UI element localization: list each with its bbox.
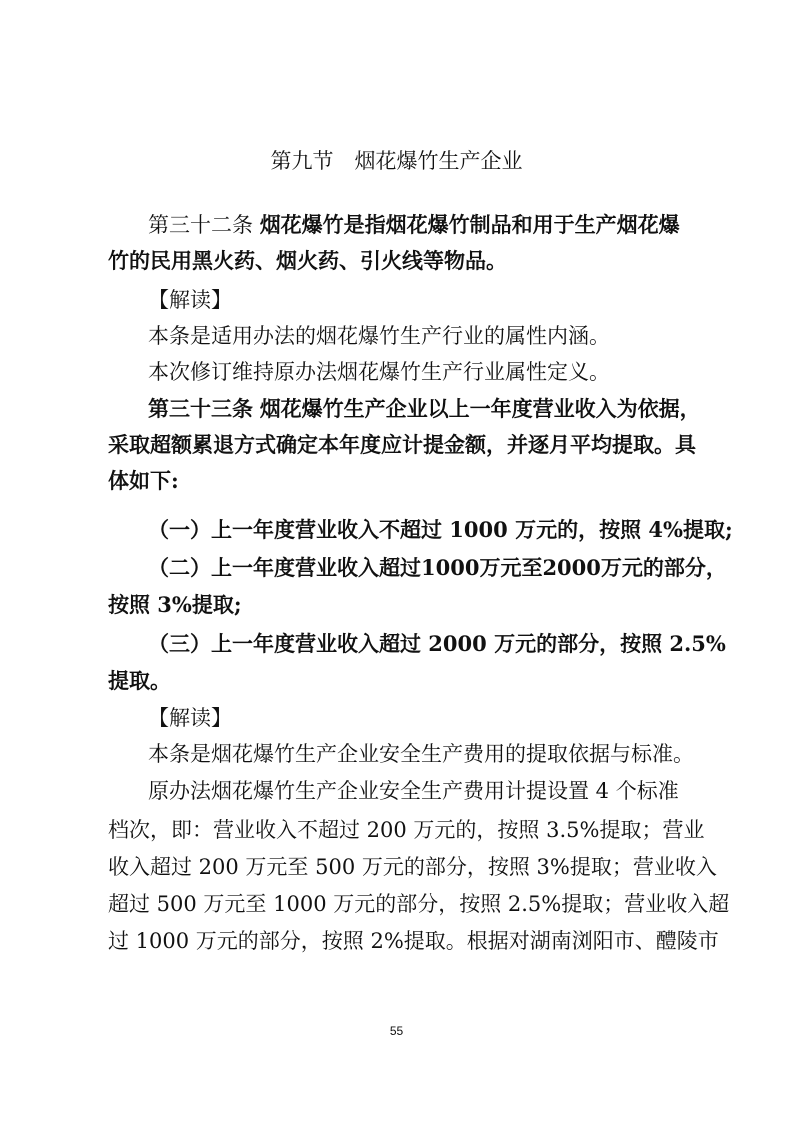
reading-1-para-1: 本条是适用办法的烟花爆竹生产行业的属性内涵。 [148,324,610,348]
reading-2-para-1: 本条是烟花爆竹生产企业安全生产费用的提取依据与标准。 [148,742,694,766]
article-33-item-1: （一）上一年度营业收入不超过 1000 万元的，按照 4%提取; [148,517,733,542]
page-number: 55 [389,1024,404,1038]
article-33-line-3: 体如下: [108,468,179,493]
reading-2-para-2-line-5: 过 1000 万元的部分，按照 2%提取。根据对湖南浏阳市、醴陵市 [108,929,719,953]
reading-heading-2: 【解读】 [148,706,232,730]
article-33-item-3-line-1: （三）上一年度营业收入超过 2000 万元的部分，按照 2.5% [148,631,726,656]
article-32-line-2: 竹的民用黑火药、烟火药、引火线等物品。 [108,248,507,273]
article-32-text: 烟花爆竹是指烟花爆竹制品和用于生产烟花爆 [259,212,680,237]
article-32-label: 第三十二条 [148,213,253,237]
article-33-line-1 [148,391,701,427]
reading-2-para-2-line-1: 原办法烟花爆竹生产企业安全生产费用计提设置 4 个标准 [148,779,679,803]
article-33-label: 第三十三条 [148,396,253,421]
reading-2-para-2-line-3: 收入超过 200 万元至 500 万元的部分，按照 3%提取；营业收入 [108,855,717,879]
reading-1-para-2: 本次修订维持原办法烟花爆竹生产行业属性定义。 [148,360,610,384]
article-33-item-3-line-2: 提取。 [108,668,171,693]
article-33-item-2-line-2: 按照 3%提取; [108,592,242,617]
reading-2-para-2-line-4: 超过 500 万元至 1000 万元的部分，按照 2.5%提取；营业收入超 [108,892,730,916]
reading-2-para-2-line-2: 档次，即：营业收入不超过 200 万元的，按照 3.5%提取；营业 [108,818,705,842]
reading-heading-1: 【解读】 [148,288,232,312]
section-title: 第九节 烟花爆竹生产企业 [270,149,523,173]
article-33-text: 烟花爆竹生产企业以上一年度营业收入为依据， [259,396,701,421]
article-33-item-2-line-1: （二）上一年度营业收入超过1000万元至2000万元的部分， [148,555,727,580]
article-32-line-1 [148,207,698,243]
article-33-line-2: 采取超额累退方式确定本年度应计提金额，并逐月平均提取。具 [108,432,696,457]
